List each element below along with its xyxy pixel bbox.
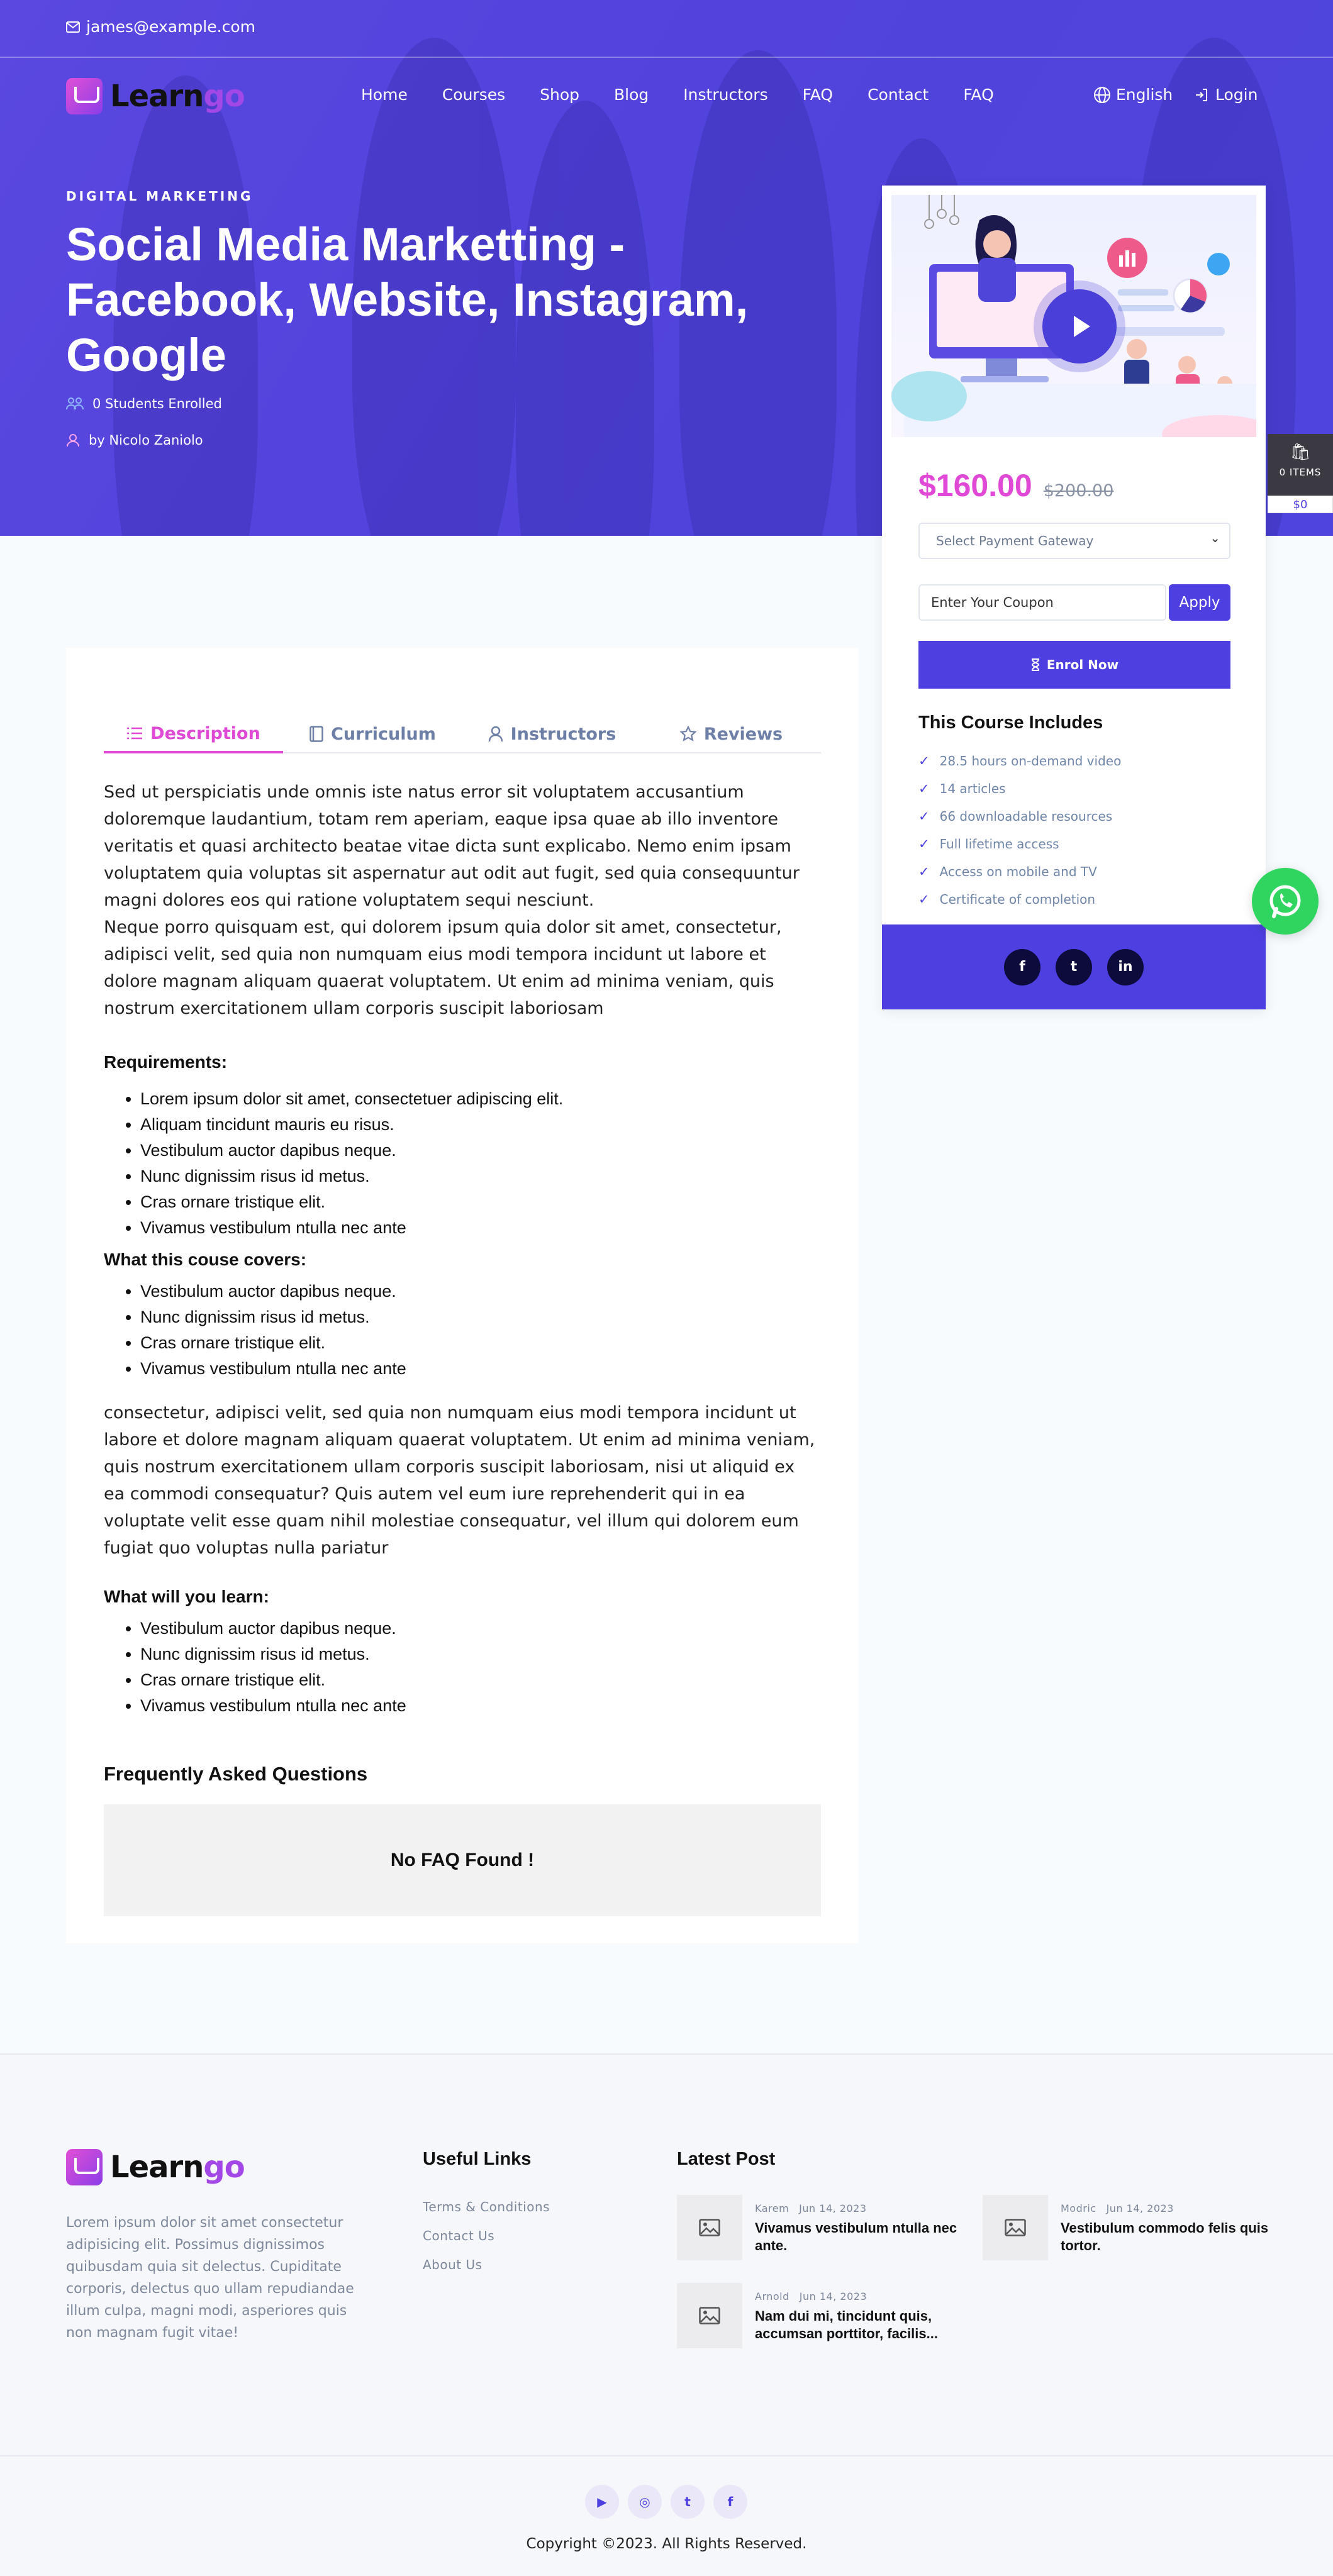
tab-reviews[interactable]: Reviews (642, 716, 821, 752)
list-icon (126, 726, 143, 740)
language-label: English (1116, 86, 1173, 104)
course-author (66, 433, 203, 448)
latest-post-item[interactable] (983, 2195, 1272, 2260)
description-paragraph: Neque porro quisquam est, qui dolorem ipsum quia dolor sit amet, consectetur, adipisci velit, sed quia non numquam eius modi tempora incidunt ut labore et dolore magnam aliquam quaerat voluptatem. Ut enim ad minima veniam, quis nostrum exercitationem ullam corporis suscipit laboriosam (104, 918, 782, 1018)
requirements-heading: Requirements: (104, 1052, 228, 1072)
whatsapp-icon (1265, 881, 1305, 921)
cart-item-count: 0 ITEMS (1279, 467, 1322, 478)
includes-item: ✓ 28.5 hours on-demand video (918, 753, 1122, 769)
email-text: james@example.com (86, 18, 255, 36)
top-bar (0, 0, 1333, 58)
check-icon: ✓ (918, 753, 930, 769)
course-details-panel (66, 648, 859, 1943)
image-placeholder-icon (677, 2283, 742, 2348)
image-placeholder-icon (677, 2195, 742, 2260)
coupon-input[interactable]: Enter Your Coupon (918, 584, 1166, 621)
current-price: $160.00 (918, 468, 1032, 503)
list-item: • Nunc dignissim risus id metus. (140, 1304, 821, 1330)
post-author: Arnold (755, 2290, 789, 2302)
includes-item: ✓ Access on mobile and TV (918, 864, 1097, 879)
twitter-icon[interactable]: t (1056, 949, 1092, 985)
payment-gateway-select[interactable]: Select Payment Gateway ⌄ (918, 523, 1230, 559)
course-price (918, 467, 1113, 504)
useful-links-list (423, 2199, 550, 2286)
linkedin-icon[interactable]: in (1107, 949, 1144, 985)
latest-post-item[interactable] (677, 2283, 966, 2348)
facebook-icon[interactable]: f (1004, 949, 1040, 985)
youtube-icon[interactable]: ▶ (585, 2485, 619, 2519)
logo-text-part2: go (203, 2150, 245, 2185)
includes-item: ✓ 14 articles (918, 781, 1006, 796)
book-icon (310, 726, 323, 742)
requirements-list (104, 1086, 821, 1241)
enrol-label: Enrol Now (1046, 657, 1119, 672)
list-item: • Vivamus vestibulum ntulla nec ante (140, 1215, 821, 1241)
includes-item: ✓ Certificate of completion (918, 892, 1096, 907)
check-icon: ✓ (918, 864, 930, 879)
description-content (104, 779, 821, 1916)
enrol-now-button[interactable] (918, 641, 1230, 689)
check-icon: ✓ (918, 809, 930, 824)
post-author: Modric (1061, 2202, 1096, 2214)
list-item: • Cras ornare tristique elit. (140, 1330, 821, 1356)
site-footer (0, 2053, 1333, 2576)
course-video-thumbnail[interactable] (891, 195, 1256, 437)
email-link[interactable] (66, 18, 255, 36)
site-logo[interactable] (66, 78, 245, 114)
post-date: Jun 14, 2023 (799, 2202, 867, 2214)
includes-item: ✓ 66 downloadable resources (918, 809, 1113, 824)
nav-contact[interactable]: Contact (867, 86, 929, 104)
tab-description[interactable]: Description (104, 716, 283, 753)
useful-links-heading: Useful Links (423, 2149, 532, 2169)
list-item: • Vestibulum auctor dapibus neque. (140, 1138, 821, 1163)
nav-blog[interactable]: Blog (614, 86, 649, 104)
tab-instructors[interactable]: Instructors (462, 716, 642, 752)
instagram-icon[interactable]: ◎ (628, 2485, 662, 2519)
nav-shop[interactable]: Shop (540, 86, 580, 104)
logo-icon (66, 78, 103, 114)
tab-curriculum[interactable]: Curriculum (283, 716, 462, 752)
post-title: Vivamus vestibulum ntulla nec ante. (755, 2220, 957, 2253)
star-icon (680, 726, 696, 742)
apply-coupon-button[interactable]: Apply (1169, 584, 1230, 621)
footer-link-terms[interactable]: Terms & Conditions (423, 2199, 550, 2214)
list-item: • Cras ornare tristique elit. (140, 1189, 821, 1215)
course-purchase-card (882, 186, 1266, 1009)
logo-icon (66, 2149, 103, 2185)
footer-logo[interactable] (66, 2149, 245, 2185)
covers-heading: What this couse covers: (104, 1250, 307, 1269)
list-item: • Vestibulum auctor dapibus neque. (140, 1279, 821, 1304)
share-social-bar (882, 924, 1266, 1009)
user-icon (488, 726, 503, 742)
latest-post-heading: Latest Post (677, 2149, 776, 2169)
check-icon: ✓ (918, 836, 930, 852)
enrolled-count (66, 396, 222, 411)
language-selector[interactable] (1093, 86, 1173, 104)
login-label: Login (1215, 86, 1258, 104)
post-author: Karem (755, 2202, 789, 2214)
includes-heading: This Course Includes (918, 713, 1103, 733)
course-category: DIGITAL MARKETING (66, 189, 254, 204)
faq-empty-state: No FAQ Found ! (104, 1804, 821, 1916)
list-item: • Vestibulum auctor dapibus neque. (140, 1616, 821, 1641)
list-item: • Cras ornare tristique elit. (140, 1667, 821, 1693)
twitter-icon[interactable]: t (671, 2485, 705, 2519)
learn-heading: What will you learn: (104, 1587, 269, 1606)
copyright-text: Copyright ©2023. All Rights Reserved. (526, 2536, 807, 2552)
footer-social-links (585, 2485, 747, 2519)
latest-post-item[interactable] (677, 2195, 966, 2260)
footer-about-text: Lorem ipsum dolor sit amet consectetur adipisicing elit. Possimus dignissimos quibusdam quia sit delectus. Cupiditate corporis, delectus quo ullam repudiandae illum culpa, magni modi, asperiores quis non magnam fugit vitae! (66, 2215, 354, 2341)
course-tabs (104, 716, 821, 753)
whatsapp-chat-button[interactable] (1252, 868, 1319, 935)
hourglass-icon (1030, 658, 1040, 671)
facebook-icon[interactable]: f (713, 2485, 747, 2519)
original-price: $200.00 (1043, 481, 1114, 501)
nav-courses[interactable]: Courses (442, 86, 506, 104)
footer-bottom-bar (0, 2455, 1333, 2576)
post-title: Nam dui mi, tincidunt quis, accumsan porttitor, facilis... (755, 2308, 938, 2341)
logo-text-part1: Learn (110, 2150, 204, 2185)
shopping-bag-icon: 🛍 (1290, 443, 1311, 462)
post-title: Vestibulum commodo felis quis tortor. (1061, 2220, 1269, 2253)
faq-heading: Frequently Asked Questions (104, 1763, 368, 1785)
list-item: • Vivamus vestibulum ntulla nec ante (140, 1693, 821, 1719)
description-paragraph: consectetur, adipisci velit, sed quia non numquam eius modi tempora incidunt ut labore et dolore magnam aliquam quaerat voluptatem. Ut enim ad minima veniam, quis nostrum exercitationem ullam corporis suscipit laboriosam, nisi ut aliquid ex ea commodi consequatur? Quis autem vel eum iure reprehenderit qui in ea voluptate velit esse quam nihil molestiae consequatur, vel illum qui dolorem eum fugiat quo voluptas nulla pariatur (104, 1403, 815, 1558)
list-item: • Nunc dignissim risus id metus. (140, 1163, 821, 1189)
login-link[interactable] (1194, 86, 1258, 104)
list-item: • Aliquam tincidunt mauris eu risus. (140, 1112, 821, 1138)
post-date: Jun 14, 2023 (799, 2290, 867, 2302)
list-item: • Nunc dignissim risus id metus. (140, 1641, 821, 1667)
footer-link-about[interactable]: About Us (423, 2257, 482, 2272)
nav-home[interactable]: Home (361, 86, 408, 104)
description-paragraph: Sed ut perspiciatis unde omnis iste natus error sit voluptatem accusantium doloremque laudantium, totam rem aperiam, eaque ipsa quae ab illo inventore veritatis et quasi architecto beatae vitae dicta sunt explicabo. Nemo enim ipsam voluptatem quia voluptas sit aspernatur aut odit aut fugit, sed quia consequuntur magni dolores eos qui ratione voluptatem sequi nesciunt. (104, 782, 800, 910)
mini-cart-widget[interactable] (1268, 434, 1333, 513)
globe-icon (1093, 86, 1111, 104)
nav-faq[interactable]: FAQ (802, 86, 834, 104)
login-icon (1194, 87, 1209, 103)
logo-text-part1: Learn (110, 79, 204, 114)
author-text: by Nicolo Zaniolo (89, 433, 203, 448)
learn-list (104, 1616, 821, 1719)
post-date: Jun 14, 2023 (1106, 2202, 1174, 2214)
nav-instructors[interactable]: Instructors (683, 86, 768, 104)
enrolled-text: 0 Students Enrolled (92, 396, 222, 411)
users-icon (66, 397, 84, 411)
envelope-icon (66, 21, 80, 33)
covers-list (104, 1279, 821, 1382)
footer-link-contact[interactable]: Contact Us (423, 2228, 495, 2243)
course-title: Social Media Marketting - Facebook, Website, Instagram, Google (66, 218, 749, 381)
list-item: • Vivamus vestibulum ntulla nec ante (140, 1356, 821, 1382)
user-icon (66, 433, 80, 447)
nav-faq-2[interactable]: FAQ (963, 86, 994, 104)
cart-total: $0 (1268, 496, 1333, 513)
image-placeholder-icon (983, 2195, 1048, 2260)
logo-text-part2: go (203, 79, 245, 114)
main-nav (361, 86, 994, 104)
play-video-button[interactable] (1042, 289, 1117, 364)
list-item: • Lorem ipsum dolor sit amet, consectetuer adipiscing elit. (140, 1086, 821, 1112)
check-icon: ✓ (918, 781, 930, 796)
includes-list (918, 747, 1121, 913)
includes-item: ✓ Full lifetime access (918, 836, 1059, 852)
check-icon: ✓ (918, 892, 930, 907)
